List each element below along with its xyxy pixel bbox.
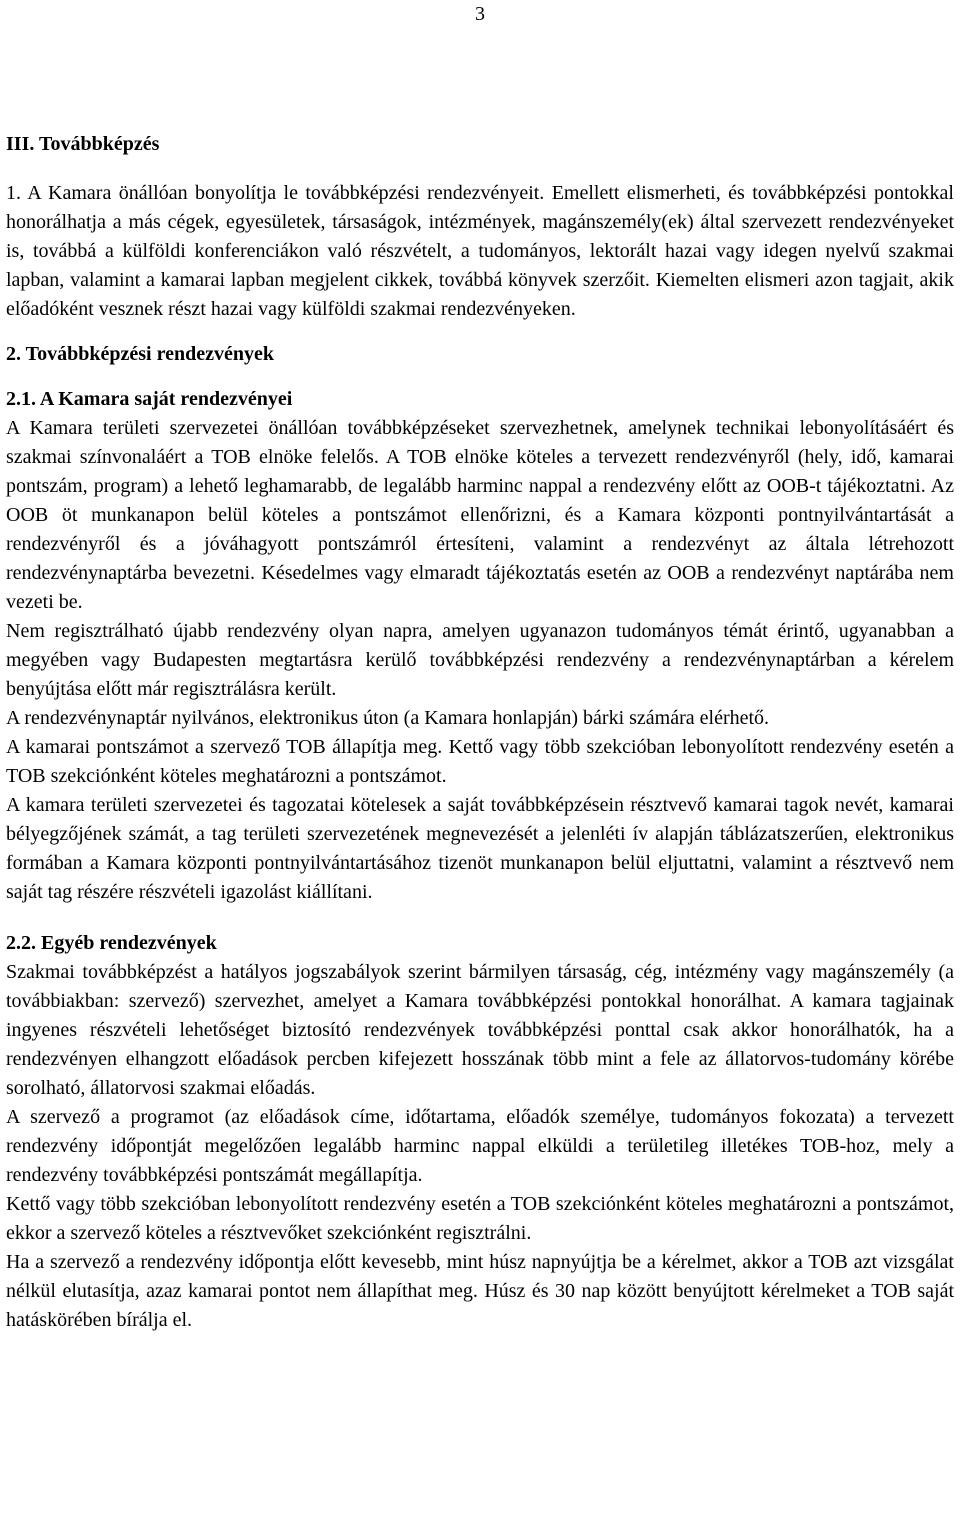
section-2-1-paragraph: A kamarai pontszámot a szervező TOB állapítja meg. Kettő vagy több szekcióban lebonyolított rendezvény esetén a TOB szekciónként köteles meghatározni a pontszámot.	[6, 736, 954, 787]
section-2-1-title: 2.1. A Kamara saját rendezvényei	[6, 388, 293, 410]
section-2-2-paragraph: Kettő vagy több szekcióban lebonyolított rendezvény esetén a TOB szekciónként köteles meghatározni a pontszámot, ekkor a szervező köteles a résztvevőket szekciónként regisztrálni.	[6, 1193, 954, 1244]
document-body	[6, 130, 954, 1335]
section-2-2-paragraph: Szakmai továbbképzést a hatályos jogszabályok szerint bármilyen társaság, cég, intézmény vagy magánszemély (a továbbiakban: szervező) szervezhet, amelyet a Kamara továbbképzési pontokkal honorálhat. A kamara tagjainak ingyenes részvételi lehetőséget biztosító rendezvények továbbképzési ponttal csak akkor honorálhatók, ha a rendezvényen elhangzott előadások percben kifejezett hosszának több mint a fele az állatorvos-tudomány körébe sorolható, állatorvosi szakmai előadás.	[6, 961, 954, 1099]
section-2-1-paragraph: Nem regisztrálható újabb rendezvény olyan napra, amelyen ugyanazon tudományos témát érintő, ugyanabban a megyében vagy Budapesten megtartásra kerülő továbbképzési rendezvény a rendezvénynaptárban a kérelem benyújtása előtt már regisztrálásra került.	[6, 620, 954, 700]
section-1-paragraph: 1. A Kamara önállóan bonyolítja le továbbképzési rendezvényeit. Emellett elismerheti, és továbbképzési pontokkal honorálhatja a más cégek, egyesületek, társaságok, intézmények, magánszemély(ek) által szervezett rendezvényeket is, továbbá a külföldi konferenciákon való részvételt, a tudományos, lektorált hazai vagy idegen nyelvű szakmai lapban, valamint a kamarai lapban megjelent cikkek, továbbá könyvek szerzőit. Kiemelten elismeri azon tagjait, akik előadóként vesznek részt hazai vagy külföldi szakmai rendezvényeken.	[6, 182, 954, 320]
section-2-1-paragraph: A rendezvénynaptár nyilvános, elektronikus úton (a Kamara honlapján) bárki számára elérhető.	[6, 707, 770, 729]
section-2-1-paragraph: A Kamara területi szervezetei önállóan továbbképzéseket szervezhetnek, amelynek technikai lebonyolításáért és szakmai színvonaláért a TOB elnöke felelős. A TOB elnöke köteles a tervezett rendezvényről (hely, idő, kamarai pontszám, program) a lehető leghamarabb, de legalább harminc nappal a rendezvény előtt az OOB-t tájékoztatni. Az OOB öt munkanapon belül köteles a pontszámot ellenőrizni, és a Kamara központi pontnyilvántartását a rendezvényről és a jóváhagyott pontszámról értesíteni, valamint a rendezvényt az általa létrehozott rendezvénynaptárba bevezetni. Késedelmes vagy elmaradt tájékoztatás esetén az OOB a rendezvényt naptárába nem vezeti be.	[6, 417, 954, 613]
section-2-1-paragraph: A kamara területi szervezetei és tagozatai kötelesek a saját továbbképzésein résztvevő kamarai tagok nevét, kamarai bélyegzőjének számát, a tag területi szervezetének megnevezését a jelenléti ív alapján táblázatszerűen, elektronikus formában a Kamara központi pontnyilvántartásához tizenöt munkanapon belül eljuttatni, valamint a résztvevő nem saját tag részére részvételi igazolást kiállítani.	[6, 794, 954, 903]
section-2-2-paragraph: Ha a szervező a rendezvény időpontja előtt kevesebb, mint húsz napnyújtja be a kérelmet, akkor a TOB azt vizsgálat nélkül elutasítja, azaz kamarai pontot nem állapíthat meg. Húsz és 30 nap között benyújtott kérelmeket a TOB saját hatáskörében bírálja el.	[6, 1251, 954, 1331]
page-number: 3	[475, 3, 485, 25]
section-2-2-title: 2.2. Egyéb rendezvények	[6, 932, 217, 954]
chapter-title: III. Továbbképzés	[6, 133, 160, 155]
section-2-title: 2. Továbbképzési rendezvények	[6, 343, 274, 365]
section-2-2-paragraph: A szervező a programot (az előadások címe, időtartama, előadók személye, tudományos fokozata) a tervezett rendezvény időpontját megelőzően legalább harminc nappal elküldi a területileg illetékes TOB-hoz, mely a rendezvény továbbképzési pontszámát megállapítja.	[6, 1106, 954, 1186]
